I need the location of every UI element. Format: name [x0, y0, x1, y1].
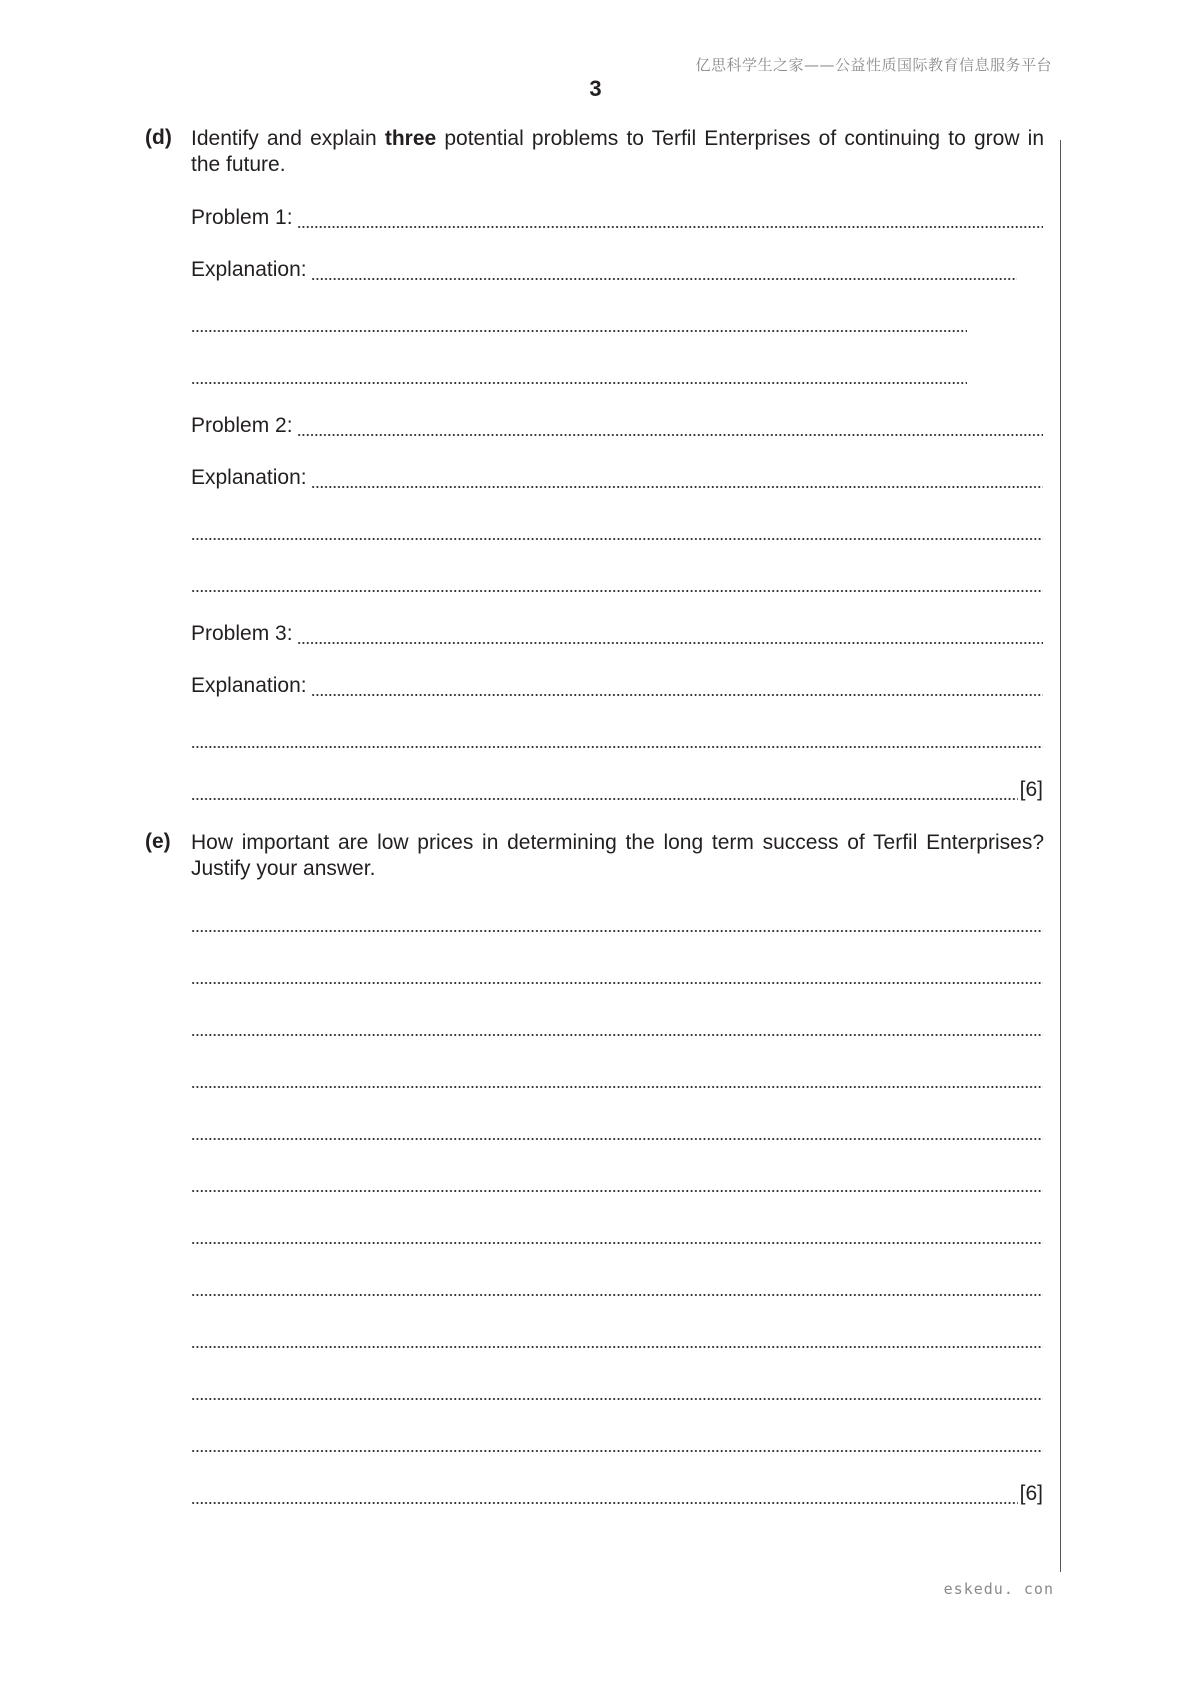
answer-e-line-7[interactable]	[191, 1220, 1043, 1246]
answer-dots	[297, 204, 1043, 230]
answer-e-line-3[interactable]	[191, 1012, 1043, 1038]
part-e-label: (e)	[145, 830, 171, 853]
explanation-label: Explanation:	[191, 466, 307, 489]
answer-e-line-1[interactable]	[191, 908, 1043, 934]
explanation-label: Explanation:	[191, 258, 307, 281]
answer-dots	[191, 568, 1043, 594]
explanation-1-line-3[interactable]	[191, 360, 967, 386]
answer-e-line-8[interactable]	[191, 1272, 1043, 1298]
margin-rule	[1060, 140, 1061, 1572]
answer-e-line-11[interactable]	[191, 1428, 1043, 1454]
problem-1-label: Problem 1:	[191, 206, 293, 229]
answer-dots	[311, 464, 1043, 490]
answer-dots	[191, 908, 1043, 934]
part-d-label: (d)	[145, 126, 172, 149]
answer-dots	[191, 1376, 1043, 1402]
answer-dots	[191, 1324, 1043, 1350]
answer-dots	[191, 776, 1018, 802]
page-number: 3	[589, 76, 602, 101]
answer-dots	[191, 1012, 1043, 1038]
marks-e: [6]	[1019, 1482, 1043, 1505]
answer-dots	[191, 1480, 1018, 1506]
problem-2-label: Problem 2:	[191, 414, 293, 437]
problem-3-label: Problem 3:	[191, 622, 293, 645]
answer-dots	[297, 412, 1043, 438]
explanation-2-line[interactable]	[191, 464, 1043, 490]
answer-dots	[191, 1272, 1043, 1298]
explanation-3-line[interactable]	[191, 672, 1043, 698]
footer-watermark: eskedu. con	[943, 1580, 1054, 1598]
answer-dots	[191, 724, 1043, 750]
answer-e-line-2[interactable]	[191, 960, 1043, 986]
answer-e-line-4[interactable]	[191, 1064, 1043, 1090]
answer-dots	[297, 620, 1043, 646]
answer-dots	[191, 1428, 1043, 1454]
answer-dots	[191, 960, 1043, 986]
part-e-question: How important are low prices in determining the long term success of Terfil Enterprises? Justify your answer.	[191, 831, 1044, 880]
answer-e-line-5[interactable]	[191, 1116, 1043, 1142]
answer-dots	[191, 1220, 1043, 1246]
answer-dots	[191, 516, 1043, 542]
explanation-2-line-3[interactable]	[191, 568, 1043, 594]
answer-dots	[191, 308, 967, 334]
answer-e-line-6[interactable]	[191, 1168, 1043, 1194]
explanation-1-line[interactable]	[191, 256, 1017, 282]
marks-d: [6]	[1019, 778, 1043, 801]
part-d-question: Identify and explain three potential problems to Terfil Enterprises of continuing to grow in the future.	[191, 127, 1045, 176]
answer-e-line-10[interactable]	[191, 1376, 1043, 1402]
explanation-label: Explanation:	[191, 674, 307, 697]
explanation-2-line-2[interactable]	[191, 516, 1043, 542]
answer-dots	[191, 1168, 1043, 1194]
answer-dots	[191, 1064, 1043, 1090]
answer-e-line-12[interactable]	[191, 1480, 1043, 1506]
answer-dots	[191, 1116, 1043, 1142]
explanation-3-line-2[interactable]	[191, 724, 1043, 750]
explanation-3-line-3[interactable]	[191, 776, 1043, 802]
answer-dots	[311, 672, 1043, 698]
header-watermark: 亿思科学生之家——公益性质国际教育信息服务平台	[695, 56, 1052, 74]
explanation-1-line-2[interactable]	[191, 308, 967, 334]
problem-1-line[interactable]	[191, 204, 1043, 230]
answer-dots	[191, 360, 967, 386]
problem-2-line[interactable]	[191, 412, 1043, 438]
answer-e-line-9[interactable]	[191, 1324, 1043, 1350]
problem-3-line[interactable]	[191, 620, 1043, 646]
answer-dots	[311, 256, 1017, 282]
